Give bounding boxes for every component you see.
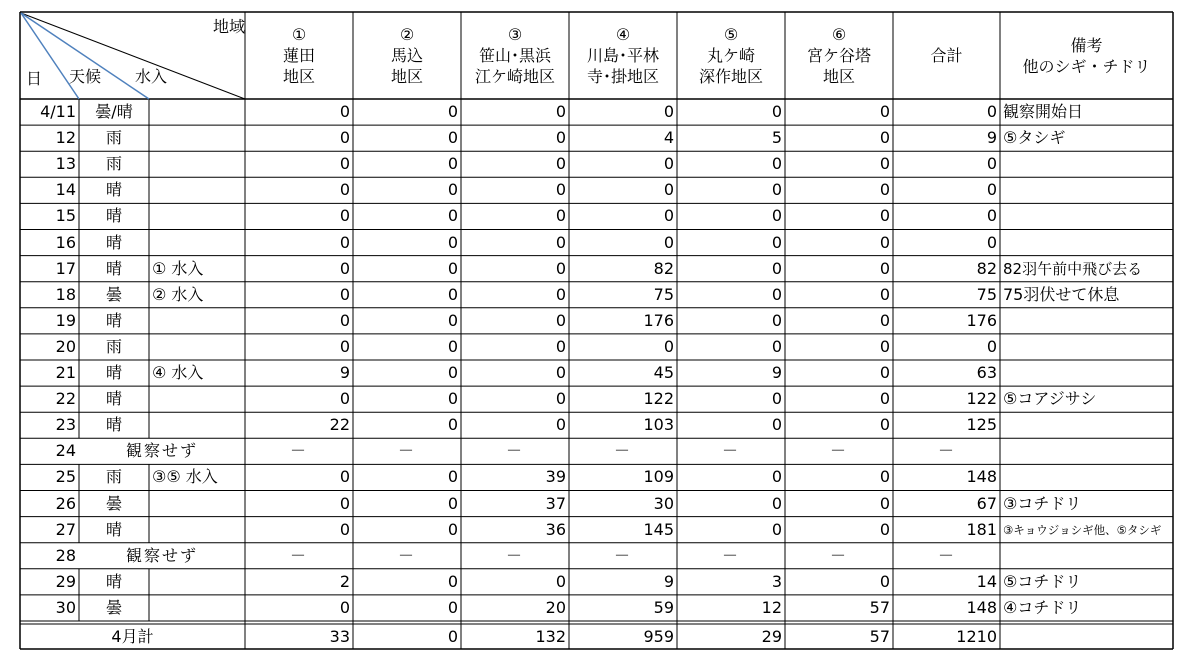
area-name-line: 地区: [822, 67, 855, 86]
count-cell-area-3: 39: [545, 467, 566, 487]
area-number: ④: [615, 25, 631, 44]
count-cell-area-3: －: [506, 545, 523, 565]
total-cell: 148: [966, 597, 997, 617]
weather-cell: 晴: [105, 206, 122, 226]
count-cell-area-2: 0: [447, 154, 458, 174]
monthly-total-label: 4月計: [111, 627, 154, 646]
day-cell: 15: [55, 206, 76, 226]
count-cell-area-6: 0: [879, 154, 890, 174]
count-cell-area-6: 0: [879, 336, 890, 356]
count-cell-area-5: 0: [771, 336, 782, 356]
count-cell-area-1: 0: [339, 389, 350, 409]
count-cell-area-4: 59: [653, 597, 674, 617]
count-cell-area-1: 0: [339, 493, 350, 513]
count-cell-area-6: 57: [869, 597, 890, 617]
count-cell-area-5: 0: [771, 102, 782, 121]
count-cell-area-6: 0: [879, 102, 890, 121]
monthly-total-area-5: 29: [761, 627, 782, 646]
count-cell-area-6: 0: [879, 206, 890, 226]
count-cell-area-6: 0: [879, 571, 890, 591]
total-cell: 0: [986, 102, 997, 121]
total-cell: －: [938, 441, 955, 461]
count-cell-area-5: 0: [771, 284, 782, 304]
count-cell-area-4: 75: [653, 284, 674, 304]
count-cell-area-3: 36: [545, 519, 566, 539]
count-cell-area-6: 0: [879, 493, 890, 513]
count-cell-area-4: 0: [663, 154, 674, 174]
total-cell: 0: [986, 180, 997, 200]
count-cell-area-1: 0: [339, 232, 350, 252]
count-cell-area-5: 0: [771, 415, 782, 435]
count-cell-area-1: 0: [339, 284, 350, 304]
total-cell: 148: [966, 467, 997, 487]
count-cell-area-3: －: [506, 441, 523, 461]
remarks-cell: ③コチドリ: [1003, 493, 1082, 513]
monthly-total-area-3: 132: [535, 627, 566, 646]
count-cell-area-3: 0: [555, 336, 566, 356]
corner-label-region: 地域: [213, 17, 245, 36]
weather-cell: 晴: [105, 519, 122, 539]
count-cell-area-5: 0: [771, 258, 782, 278]
count-cell-area-2: 0: [447, 571, 458, 591]
count-cell-area-6: 0: [879, 284, 890, 304]
area-number: ③: [507, 25, 523, 44]
count-cell-area-2: 0: [447, 389, 458, 409]
count-cell-area-5: 0: [771, 493, 782, 513]
area-name-line: 寺･掛地区: [586, 67, 659, 86]
area-name-line: 地区: [282, 67, 315, 86]
count-cell-area-6: 0: [879, 363, 890, 382]
corner-label-weather: 天候: [69, 67, 102, 86]
day-cell: 4/11: [40, 102, 76, 121]
count-cell-area-5: 0: [771, 206, 782, 226]
count-cell-area-6: 0: [879, 128, 890, 148]
total-cell: －: [938, 545, 955, 565]
count-cell-area-5: 0: [771, 310, 782, 330]
count-cell-area-3: 0: [555, 571, 566, 591]
area-name-line: 馬込: [390, 46, 423, 65]
day-cell: 22: [55, 389, 76, 409]
weather-cell: 晴: [105, 310, 122, 330]
count-cell-area-6: 0: [879, 258, 890, 278]
count-cell-area-4: 103: [643, 415, 674, 435]
count-cell-area-5: 0: [771, 154, 782, 174]
weather-cell: 雨: [105, 128, 122, 148]
count-cell-area-2: 0: [447, 180, 458, 200]
day-cell: 30: [55, 597, 76, 617]
count-cell-area-1: 0: [339, 258, 350, 278]
count-cell-area-3: 0: [555, 310, 566, 330]
weather-cell: 曇/晴: [95, 102, 133, 121]
remarks-cell: ⑤コチドリ: [1003, 571, 1082, 591]
count-cell-area-1: －: [290, 545, 307, 565]
count-cell-area-4: 109: [643, 467, 674, 487]
monthly-total-area-1: 33: [329, 627, 350, 646]
area-name-line: 宮ケ谷塔: [806, 46, 871, 65]
count-cell-area-3: 0: [555, 102, 566, 121]
count-cell-area-6: 0: [879, 389, 890, 409]
monthly-total-area-2: 0: [447, 627, 458, 646]
corner-diagonal-region: [21, 13, 245, 99]
count-cell-area-6: 0: [879, 232, 890, 252]
total-cell: 181: [966, 519, 997, 539]
corner-diagonal-day: [21, 13, 79, 99]
weather-cell: 雨: [105, 154, 122, 174]
count-cell-area-2: 0: [447, 310, 458, 330]
remarks-cell: 75羽伏せて休息: [1003, 284, 1120, 304]
area-number: ②: [399, 25, 415, 44]
area-number: ⑥: [831, 25, 847, 44]
weather-cell: 曇: [105, 493, 122, 513]
weather-cell: 晴: [105, 363, 122, 382]
count-cell-area-4: 0: [663, 102, 674, 121]
count-cell-area-4: 0: [663, 336, 674, 356]
total-cell: 14: [976, 571, 997, 591]
day-cell: 21: [55, 363, 76, 382]
area-name-line: 丸ケ崎: [706, 46, 755, 65]
weather-cell: 曇: [105, 597, 122, 617]
weather-cell: 雨: [105, 336, 122, 356]
count-cell-area-6: 0: [879, 310, 890, 330]
remarks-header-line: 備考: [1070, 35, 1103, 55]
count-cell-area-6: 0: [879, 415, 890, 435]
weather-cell: 曇: [105, 284, 122, 304]
count-cell-area-6: 0: [879, 180, 890, 200]
weather-cell: 晴: [105, 571, 122, 591]
count-cell-area-4: 45: [653, 363, 674, 382]
day-cell: 20: [55, 336, 76, 356]
day-cell: 29: [55, 571, 76, 591]
day-cell: 14: [55, 180, 76, 200]
corner-label-day: 日: [26, 69, 43, 88]
area-name-line: 深作地区: [698, 67, 763, 86]
count-cell-area-3: 0: [555, 232, 566, 252]
day-cell: 23: [55, 415, 76, 435]
remarks-cell: 観察開始日: [1003, 102, 1084, 121]
count-cell-area-2: 0: [447, 415, 458, 435]
total-cell: 67: [976, 493, 997, 513]
total-cell: 176: [966, 310, 997, 330]
count-cell-area-6: 0: [879, 519, 890, 539]
count-cell-area-2: 0: [447, 597, 458, 617]
day-cell: 12: [55, 128, 76, 148]
total-cell: 0: [986, 206, 997, 226]
weather-cell: 晴: [105, 389, 122, 409]
count-cell-area-4: 30: [653, 493, 674, 513]
total-cell: 0: [986, 154, 997, 174]
count-cell-area-2: 0: [447, 258, 458, 278]
count-cell-area-1: 0: [339, 597, 350, 617]
count-cell-area-2: 0: [447, 284, 458, 304]
count-cell-area-3: 37: [545, 493, 566, 513]
count-cell-area-2: 0: [447, 467, 458, 487]
count-cell-area-2: 0: [447, 363, 458, 382]
not-observed-cell: 観察せず: [125, 545, 198, 565]
count-cell-area-5: 0: [771, 519, 782, 539]
monthly-total-area-4: 959: [643, 627, 674, 646]
corner-label-water: 水入: [135, 67, 168, 86]
count-cell-area-4: 176: [643, 310, 674, 330]
count-cell-area-6: －: [830, 545, 847, 565]
monthly-total-area-6: 57: [869, 627, 890, 646]
total-cell: 75: [976, 284, 997, 304]
count-cell-area-1: －: [290, 441, 307, 461]
day-cell: 19: [55, 310, 76, 330]
count-cell-area-5: 12: [761, 597, 782, 617]
remarks-header-line: 他のシギ・チドリ: [1022, 56, 1151, 76]
remarks-cell: ③キョウジョシギ他、⑤タシギ: [1003, 522, 1162, 537]
total-header-label: 合計: [930, 46, 963, 65]
count-cell-area-4: 0: [663, 206, 674, 226]
monthly-grand-total: 1210: [956, 627, 997, 646]
remarks-cell: ④コチドリ: [1003, 597, 1082, 617]
count-cell-area-3: 0: [555, 284, 566, 304]
water-inflow-cell: ① 水入: [152, 258, 204, 278]
count-cell-area-1: 0: [339, 310, 350, 330]
count-cell-area-5: 0: [771, 232, 782, 252]
count-cell-area-1: 22: [329, 415, 350, 435]
weather-cell: 雨: [105, 467, 122, 487]
count-cell-area-1: 0: [339, 336, 350, 356]
count-cell-area-3: 20: [545, 597, 566, 617]
area-name-line: 笹山･黒浜: [478, 46, 551, 65]
day-cell: 16: [55, 232, 76, 252]
count-cell-area-1: 9: [339, 363, 350, 382]
count-cell-area-2: －: [398, 441, 415, 461]
count-cell-area-4: 4: [663, 128, 674, 148]
not-observed-cell: 観察せず: [125, 441, 198, 461]
count-cell-area-3: 0: [555, 258, 566, 278]
day-cell: 25: [55, 467, 76, 487]
count-cell-area-3: 0: [555, 415, 566, 435]
total-cell: 9: [986, 128, 997, 148]
count-cell-area-5: 0: [771, 467, 782, 487]
area-number: ⑤: [723, 25, 739, 44]
count-cell-area-4: 122: [643, 389, 674, 409]
count-cell-area-2: 0: [447, 336, 458, 356]
count-cell-area-1: 2: [339, 571, 350, 591]
count-cell-area-5: 3: [771, 571, 782, 591]
water-inflow-cell: ④ 水入: [152, 363, 204, 382]
area-name-line: 地区: [390, 67, 423, 86]
count-cell-area-3: 0: [555, 180, 566, 200]
count-cell-area-1: 0: [339, 180, 350, 200]
count-cell-area-6: 0: [879, 467, 890, 487]
count-cell-area-4: －: [614, 441, 631, 461]
count-cell-area-3: 0: [555, 363, 566, 382]
day-cell: 13: [55, 154, 76, 174]
day-cell: 27: [55, 519, 76, 539]
area-name-line: 江ケ崎地区: [474, 67, 555, 86]
count-cell-area-3: 0: [555, 389, 566, 409]
water-inflow-cell: ② 水入: [152, 284, 204, 304]
count-cell-area-2: －: [398, 545, 415, 565]
count-cell-area-4: 0: [663, 180, 674, 200]
count-cell-area-1: 0: [339, 519, 350, 539]
total-cell: 0: [986, 232, 997, 252]
count-cell-area-4: 0: [663, 232, 674, 252]
count-cell-area-2: 0: [447, 493, 458, 513]
area-name-line: 蓮田: [282, 46, 315, 65]
count-cell-area-1: 0: [339, 467, 350, 487]
count-cell-area-4: －: [614, 545, 631, 565]
count-cell-area-5: 0: [771, 389, 782, 409]
count-cell-area-4: 82: [653, 258, 674, 278]
day-cell: 18: [55, 284, 76, 304]
day-cell: 28: [55, 545, 76, 565]
water-inflow-cell: ③⑤ 水入: [152, 467, 218, 487]
day-cell: 26: [55, 493, 76, 513]
area-number: ①: [291, 25, 307, 44]
count-cell-area-3: 0: [555, 128, 566, 148]
count-cell-area-1: 0: [339, 102, 350, 121]
count-cell-area-1: 0: [339, 206, 350, 226]
area-name-line: 川島･平林: [586, 46, 659, 65]
count-cell-area-5: 9: [771, 363, 782, 382]
total-cell: 122: [966, 389, 997, 409]
count-cell-area-1: 0: [339, 128, 350, 148]
count-cell-area-5: －: [722, 441, 739, 461]
count-cell-area-2: 0: [447, 128, 458, 148]
weather-cell: 晴: [105, 232, 122, 252]
total-cell: 0: [986, 336, 997, 356]
count-cell-area-5: －: [722, 545, 739, 565]
count-cell-area-4: 9: [663, 571, 674, 591]
weather-cell: 晴: [105, 258, 122, 278]
day-cell: 17: [55, 258, 76, 278]
count-cell-area-2: 0: [447, 519, 458, 539]
remarks-cell: ⑤タシギ: [1003, 128, 1066, 148]
weather-cell: 晴: [105, 415, 122, 435]
count-cell-area-4: 145: [643, 519, 674, 539]
count-cell-area-3: 0: [555, 154, 566, 174]
day-cell: 24: [55, 441, 76, 461]
total-cell: 125: [966, 415, 997, 435]
total-cell: 82: [976, 258, 997, 278]
count-cell-area-6: －: [830, 441, 847, 461]
count-cell-area-2: 0: [447, 102, 458, 121]
count-cell-area-5: 5: [771, 128, 782, 148]
remarks-cell: 82羽午前中飛び去る: [1003, 259, 1143, 278]
corner-diagonal-weather: [21, 13, 149, 99]
count-cell-area-2: 0: [447, 206, 458, 226]
count-cell-area-5: 0: [771, 180, 782, 200]
total-cell: 63: [976, 363, 997, 382]
weather-cell: 晴: [105, 180, 122, 200]
remarks-cell: ⑤コアジサシ: [1003, 389, 1097, 409]
count-cell-area-3: 0: [555, 206, 566, 226]
count-cell-area-2: 0: [447, 232, 458, 252]
count-cell-area-1: 0: [339, 154, 350, 174]
